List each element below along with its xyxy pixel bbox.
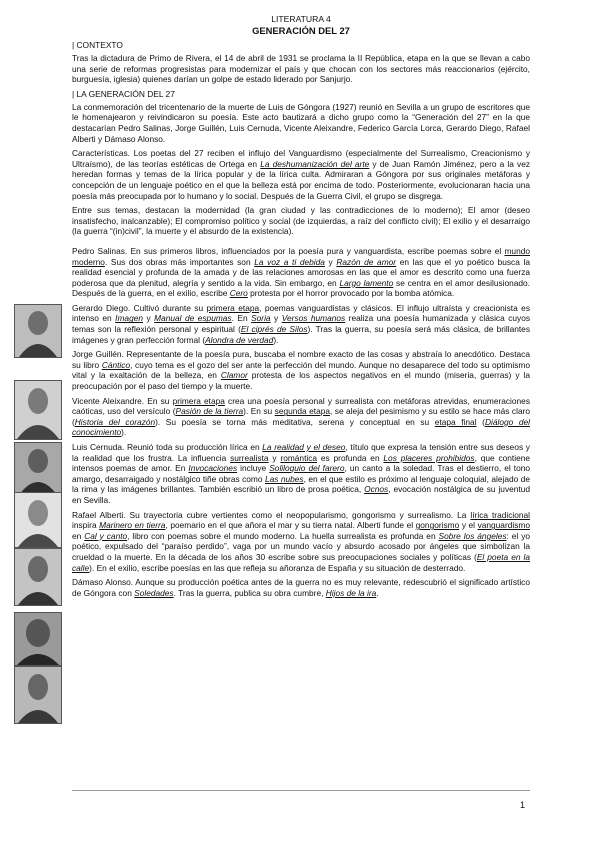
text-run: y [270,313,282,324]
work-title: El poeta en la calle [72,551,531,573]
context-paragraph: Tras la dictadura de Primo de Rivera, el 14 de abril de 1931 se proclama la II República, etapa en la que se llevan a cabo una serie de reformas progresistas para modernizar el país y que chocan con los sectores más reaccionarios (ejército, burguesía, iglesia) quienes darían un golpe de estado liderado por Sanjurjo. [72,53,530,85]
text-run: y [268,452,281,463]
work-title: Razón de amor [336,256,397,267]
portrait-cernuda [14,548,62,606]
text-run: Rafael Alberti. Su trayectoria cubre vertientes como el neopopularismo, gongorismo y surrealismo. La [72,509,471,520]
text-run: ). En el exilio, escribe poesías en las que refleja su añoranza de España y su situación de desterrado. [89,562,466,573]
text-run: : el yo poético, expulsado del “paraíso perdido”, vaga por un mundo vacío y absurdo acosado por ángeles que simbolizan la crueldad o la muerte. En la década de los años 30 escribe sobre sus preocupaciones sociales y políticas ( [72,530,531,562]
work-title: Invocaciones [188,463,238,474]
keyword: lírica tradicional [470,509,530,520]
text-run: y el [459,520,478,531]
themes-paragraph: Entre sus temas, destacan la modernidad (la gran ciudad y las contradicciones de lo moderno); El amor (deseo insatisfecho, inalcanzable); El compromiso político y social (de izquierdas, a raíz del conflicto civil); El exilio y el desarraigo (la guerra “(in)civil”, la muerte y el absurdo de la existencia). [72,205,530,237]
text-run: se centra en el amor desilusionado. Después de la guerra, en el exilio, escribe [72,277,531,299]
portrait-alonso [14,666,62,724]
work-title: Imagen [115,313,143,324]
keyword: romántica [280,452,318,463]
keyword: mundo moderno [72,245,530,267]
portrait-guillen [14,442,62,496]
work-title: Alondra de verdad [205,334,274,345]
work-title: Hijos de la ira [325,587,377,598]
work-title: Versos humanos [281,313,346,324]
text-run: , cuyo tema es el gozo del ser ante la perfección del mundo. Aunque no desaparece del todo su optimismo vital y la exaltación de la belleza, en [72,359,530,381]
context-heading: | CONTEXTO [72,40,123,50]
text-run: y [324,256,337,267]
text-run: inspira [72,520,100,531]
subject-header: LITERATURA 4 [271,14,331,24]
author-cernuda [72,442,530,506]
work-title: Ocnos [364,484,389,495]
text-run: , en el que estilo es próximo al lenguaje coloquial, alejado de la rima y las imágenes brillantes. También escribió un libro de prosa poética, [72,473,530,495]
work-title: Clamor [220,370,248,381]
work-title: La voz a ti debida [254,256,325,267]
portrait-salinas [14,304,62,358]
author-diego [72,303,530,345]
page-number: 1 [520,800,526,810]
text-run: y [143,313,155,324]
text-run: , libro con poemas sobre el mundo moderno. La huella surrealista es profunda en [127,530,439,541]
text-run: en las que el yo poético busca la realidad esencial y profunda de la amada y de las relaciones amorosas en las que el amor es descrito como una fuerza poderosa que da plenitud, alegría y sentido a la vida. Sin embargo, en [72,256,531,288]
portrait-aleixandre [14,492,62,548]
work-title: El ciprés de Silos [240,324,308,335]
portrait-diego [14,380,62,440]
text-run: es profunda en [317,452,384,463]
work-title: La realidad y el deseo [262,442,346,452]
work-title: Cal y canto [84,530,128,541]
keyword: gongorismo [415,520,460,531]
text-run: . [376,587,379,598]
text-run: protesta de los aspectos negativos en el mundo (miseria, guerras) y la preocupación por el paso del tiempo y la muerte. [72,370,530,392]
author-salinas [72,246,530,299]
keyword: segunda etapa [274,406,331,417]
text-run: Jorge Guillén. Representante de la poesía pura, buscaba el nombre exacto de las cosas y abstraía lo anecdótico. Destaca su libro [72,349,530,370]
text-run: y de Juan Ramón Jiménez, pero a la vez heredan formas y temas de la lírica popular y de la lírica culta. Admiraran a Góngora por sus originales metáforas y concepción de un lenguaje poético en el que la belleza está por encima de todo. Posteriormente, evolucionaran hacia una poesía más preocupada por lo humano y lo social. Después de la Guerra Civil, el grupo se disgrega. [72,158,531,201]
text-run: Gerardo Diego. Cultivó durante su [72,302,207,313]
text-run: Pedro Salinas. En sus primeros libros, influenciados por la poesía pura y vanguardista, escribe poemas sobre el [72,245,505,256]
text-run: ). Su poesía se torna más meditativa, serena y conceptual en su [155,416,435,427]
work-title: Soria [251,313,271,324]
work-title: Pasión de la tierra [175,406,244,417]
text-run: ). Tras la guerra, su poesía será más clásica, de brillantes imágenes y gran perfección formal ( [72,324,530,345]
author-guillen [72,349,530,391]
text-run: , poemario en el que añora el mar y su tierra natal. Alberti funde el [165,520,416,531]
work-title: Soliloquio del farero [269,463,345,474]
footer-divider [72,790,530,791]
keyword: primera etapa [172,395,225,406]
page-title: GENERACIÓN DEL 27 [252,25,350,36]
generation-paragraph-1: La conmemoración del tricentenario de la muerte de Luis de Góngora (1927) reunió en Sevilla a un grupo de escritores que le homenajearon y reivindicaron su poesía. Este acto bautizará a dicho grupo como la “Generación del 27” en la que destacarían Pedro Salinas, Jorge Guillén, Luis Cernuda, Vicente Aleixandre, Federico García Lorca, Gerardo Diego, Rafael Alberti y Dámaso Alonso. [72,101,530,144]
text-run: protesta por el horror provocado por la bomba atómica. [247,288,455,299]
text-run: ( [476,416,485,427]
page-content [72,14,530,602]
work-title: Diálogo del conocimiento [72,416,530,438]
work-title: Soledades [134,587,174,598]
author-alberti [72,510,530,574]
keyword: vanguardismo [477,520,530,531]
text-run: Luis Cernuda. Reunió toda su producción lírica en [72,442,263,452]
text-run: , título que expresa la tensión entre sus deseos y la realidad que los frustra. La influencia [72,442,530,463]
keyword: primera etapa [206,302,260,313]
text-run: . En [231,313,252,324]
text-run: . Sus dos obras más importantes son [104,256,255,267]
work-title: La deshumanización del arte [260,158,370,169]
text-run: . Tras la guerra, publica su obra cumbre, [173,587,326,598]
work-title: Historia del corazón [74,416,156,427]
text-run: , que contiene intensos poemas de amor. En [72,452,531,474]
text-run: , evocación nostálgica de su juventud en Sevilla. [72,484,530,505]
text-run: Dámaso Alonso. Aunque su producción poética antes de la guerra no es muy relevante, redescubrió el significado artístico de Góngora con [72,577,530,598]
text-run: ). [121,427,127,438]
work-title: Los placeres prohibidos [383,452,475,463]
text-run: , poemas vanguardistas y clásicos. El influjo ultraísta y creacionista es intenso en [72,302,530,324]
work-title: Cero [229,288,248,299]
work-title: Sobre los ángeles [438,530,507,541]
work-title: Manual de espumas [154,313,232,324]
author-alonso [72,577,530,598]
keyword: etapa final [434,416,477,427]
text-run: , se aleja del pesimismo y su estilo se hace más claro ( [72,406,530,427]
text-run: crea una poesía personal y surrealista con metáforas atrevidas, enumeraciones caóticas, uso del versículo ( [72,395,530,417]
text-run: , un canto a la soledad. Tras el destierro, el tono amargo, desarraigado y nostálgico tiñe obras como [72,463,531,484]
work-title: Marinero en tierra [99,520,166,531]
text-run: ). En su [243,406,275,417]
text-run: Vicente Aleixandre. En su [72,395,173,406]
text-run: incluye [237,463,270,474]
work-title: Largo lamento [339,277,394,288]
text-run: Características. Los poetas del 27 reciben el influjo del Vanguardismo (especialmente del Surrealismo, Creacionismo y Ultraísmo), de las teorías estéticas de Ortega en [72,148,530,169]
work-title: Las nubes [264,473,304,484]
text-run: ). [273,334,279,345]
generation-heading: | LA GENERACIÓN DEL 27 [72,88,175,99]
keyword: surrealista [230,452,269,463]
work-title: Cántico [101,359,131,370]
text-run: en [72,530,85,541]
author-aleixandre [72,396,530,438]
text-run: realiza una poesía humanizada y clásica cuyos temas son la reflexión personal y espiritual ( [72,313,531,335]
characteristics-paragraph [72,148,530,201]
portrait-alberti [14,612,62,666]
